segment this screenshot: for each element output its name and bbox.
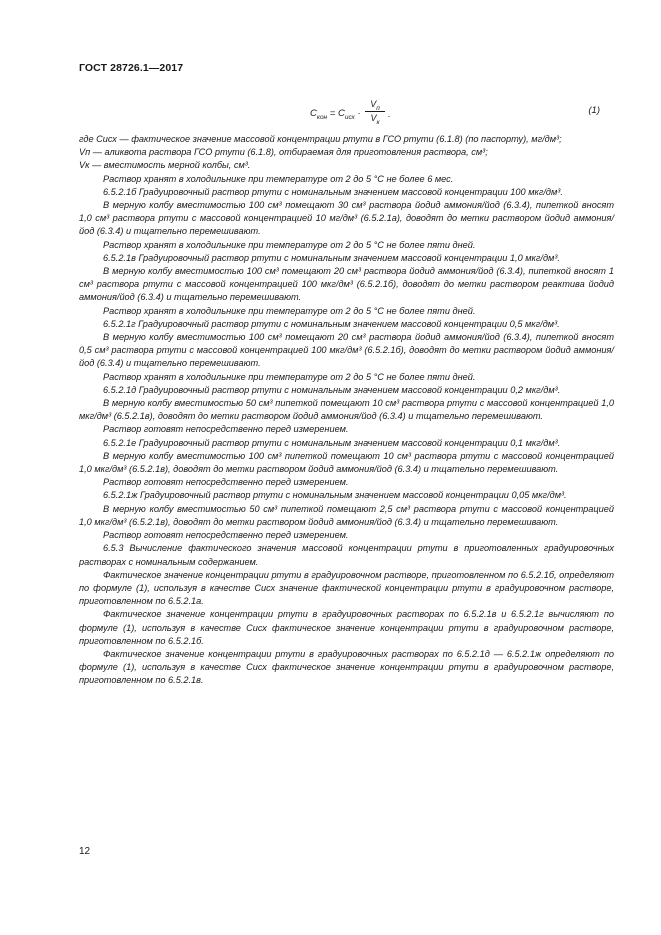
page-number: 12 xyxy=(79,846,91,857)
paragraph: В мерную колбу вместимостью 100 см³ помещают 20 см³ раствора йодид аммония/йод (6.3.4), пипеткой вносят 1 см³ раствора ртути с массовой концентрацией 100 мкг/дм³ (6.5.2.1б), доводят до метки раствором реактива йодид аммония/йод (6.3.4) и тщательно перемешивают. xyxy=(79,266,614,303)
paragraph: Раствор хранят в холодильнике при температуре от 2 до 5 °С не более пяти дней. xyxy=(103,371,476,382)
paragraph: Раствор хранят в холодильнике при температуре от 2 до 5 °С не более 6 мес. xyxy=(103,173,454,184)
paragraph: Раствор хранят в холодильнике при температуре от 2 до 5 °С не более пяти дней. xyxy=(103,305,476,316)
section-heading: 6.5.2.1г Градуировочный раствор ртути с номинальным значением массовой концентрации 0,5 мкг/дм³. xyxy=(103,318,560,329)
formula-numerator: $V_п$ xyxy=(370,99,380,112)
paragraph: где Cисх — фактическое значение массовой концентрации ртути в ГСО ртути (6.1.8) (по паспорту), мг/дм³; xyxy=(79,134,562,144)
formula-denominator: $V_к$ xyxy=(370,113,380,126)
section-heading: 6.5.3 Вычисление фактического значения массовой концентрации ртути в приготовленных градуировочных растворах с номинальным содержанием. xyxy=(79,543,614,567)
paragraph: Vп — аликвота раствора ГСО ртути (6.1.8), отбираемая для приготовления раствора, см³; xyxy=(79,147,488,158)
paragraph: Раствор хранят в холодильнике при температуре от 2 до 5 °С не более пяти дней. xyxy=(103,239,476,250)
paragraph: Фактическое значение концентрации ртути в градуировочных растворах по 6.5.2.1в и 6.5.2.1г вычисляют по формуле (1), используя в качестве Cисх фактическое значение концентрации ртути в градуировочном растворе, приготовленном по 6.5.2.1б. xyxy=(79,609,614,646)
paragraph: Фактическое значение концентрации ртути в градуировочном растворе, приготовленном по 6.5.2.1б, определяют по формуле (1), используя в качестве Cисх значение фактической концентрации ртути в градуировочном растворе, приготовленном по 6.5.2.1а. xyxy=(79,569,614,607)
fraction-bar xyxy=(365,111,385,112)
formula-1 xyxy=(300,99,600,125)
paragraph: Раствор готовят непосредственно перед измерением. xyxy=(103,424,349,435)
section-heading: 6.5.2.1б Градуировочный раствор ртути с номинальным значением массовой концентрации 100 мкг/дм³. xyxy=(103,186,563,197)
formula-fraction xyxy=(365,99,385,124)
paragraph: Vк — вместимость мерной колбы, см³. xyxy=(79,160,251,171)
formula-period: . xyxy=(388,109,391,120)
paragraph: В мерную колбу вместимостью 100 см³ помещают 20 см³ раствора йодид аммония/йод (6.3.4), пипеткой вносят 0,5 см³ раствора ртути с массовой концентрацией 100 мкг/дм³ (6.5.2.1б), доводят до метки раствором йодид аммония/йод (6.3.4) и тщательно перемешивают. xyxy=(79,332,614,369)
section-heading: 6.5.2.1ж Градуировочный раствор ртути с номинальным значением массовой концентрации 0,05 мкг/дм³. xyxy=(103,490,567,501)
formula-number: (1) xyxy=(588,105,600,116)
formula-lhs: $C_{кон} = C_{исх}$ · xyxy=(310,108,361,121)
section-heading: 6.5.2.1д Градуировочный раствор ртути с номинальным значением массовой концентрации 0,2 мкг/дм³. xyxy=(103,384,561,395)
section-heading: 6.5.2.1в Градуировочный раствор ртути с номинальным значением массовой концентрации 1,0 мкг/дм³. xyxy=(103,252,560,263)
paragraph: В мерную колбу вместимостью 50 см³ пипеткой помещают 2,5 см³ раствора ртути с массовой концентрацией 1,0 мкг/дм³ (6.5.2.1в), доводят до метки раствором йодид аммония/йод (6.3.4) и тщательно перемешивают. xyxy=(79,503,614,527)
paragraph: В мерную колбу вместимостью 100 см³ пипеткой помещают 10 см³ раствора ртути с массовой концентрацией 1,0 мкг/дм³ (6.5.2.1в), доводят до метки раствором йодид аммония/йод (6.3.4) и тщательно перемешивают. xyxy=(79,450,614,475)
document-body xyxy=(79,133,614,688)
section-heading: 6.5.2.1е Градуировочный раствор ртути с номинальным значением массовой концентрации 0,1 мкг/дм³. xyxy=(103,437,561,448)
paragraph: Раствор готовят непосредственно перед измерением. xyxy=(103,477,349,488)
paragraph: В мерную колбу вместимостью 100 см³ помещают 30 см³ раствора йодид аммония/йод (6.3.4), пипеткой вносят 1,0 см³ раствора ртути с массовой концентрацией 10 мг/дм³ (6.5.2.1а), доводят до метки раствором йодид аммония/йод (6.3.4) и тщательно перемешивают. xyxy=(79,200,614,237)
document-header: ГОСТ 28726.1—2017 xyxy=(79,62,184,74)
paragraph: Раствор готовят непосредственно перед измерением. xyxy=(103,530,349,541)
paragraph: Фактическое значение концентрации ртути в градуировочных растворах по 6.5.2.1д — 6.5.2.1ж определяют по формуле (1), используя в качестве Cисх фактическое значение концентрации ртути в градуировочном растворе, приготовленном по 6.5.2.1в. xyxy=(79,648,614,686)
paragraph: В мерную колбу вместимостью 50 см³ пипеткой помещают 10 см³ раствора ртути с массовой концентрацией 1,0 мкг/дм³ (6.5.2.1в), доводят до метки раствором йодид аммония/йод (6.3.4) и тщательно перемешивают. xyxy=(79,398,614,422)
